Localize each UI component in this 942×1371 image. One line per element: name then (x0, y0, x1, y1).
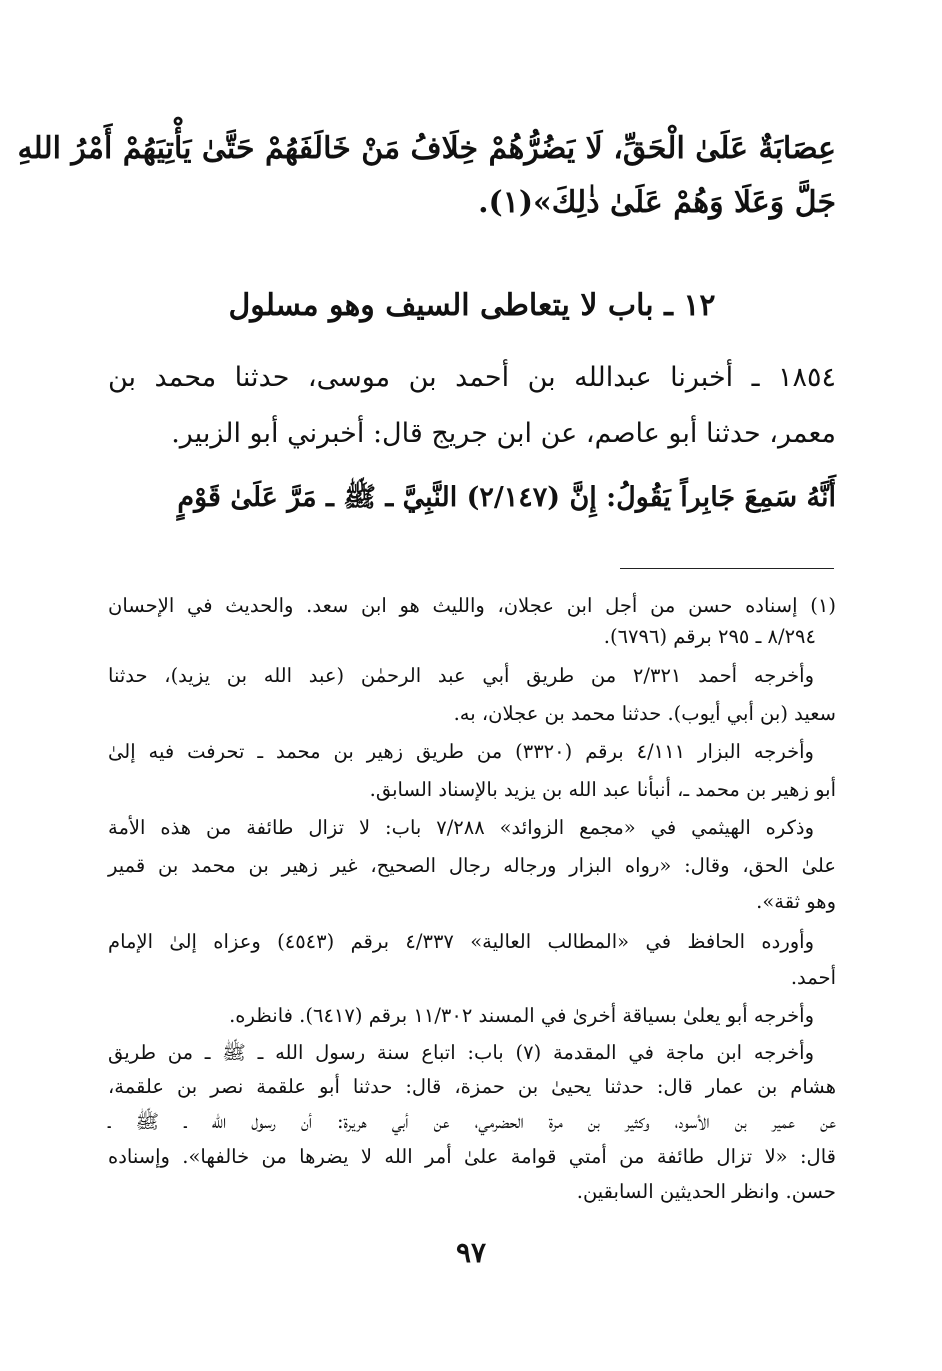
footnote-line: وأخرجه أبو يعلىٰ بسياقة أخرىٰ في المسند ١١/٣٠٢ برقم (٦٤١٧). فانظره. (229, 1004, 814, 1027)
hadith-1854-line-2: معمر، حدثنا أبو عاصم، عن ابن جريج قال: أخبرني أبو الزبير. (171, 418, 836, 449)
footnote-line: وهو ثقة». (756, 890, 836, 913)
footnote-line: وأورده الحافظ في «المطالب العالية» ٤/٣٣٧ برقم (٤٥٤٣) وعزاه إلىٰ الإمام (108, 930, 814, 953)
hadith-1854-line-3: أَنَّهُ سَمِعَ جَابِراً يَقُولُ: إِنَّ (٢/١٤٧) النَّبِيَّ ـ ﷺ ـ مَرَّ عَلَىٰ قَوْمٍ (177, 482, 836, 513)
footnote-line: عن عمير بن الأسود، وكثير بن مرة الحضرمي، عن أبي هريرة: أن رسول الله ـ ﷺ ـ (108, 1110, 836, 1133)
footnote-line: أحمد. (790, 966, 836, 989)
footnote-line: وأخرجه البزار ٤/١١١ برقم (٣٣٢٠) من طريق زهير بن محمد ـ تحرفت فيه إلىٰ (108, 740, 814, 763)
footnote-line: أبو زهير بن محمد ـ، أنبأنا عبد الله بن يزيد بالإسناد السابق. (369, 778, 836, 801)
footnote-line: علىٰ الحق، وقال: «رواه البزار ورجاله رجال الصحيح، غير زهير بن محمد بن قمير (108, 854, 836, 877)
footnote-line: وأخرجه ابن ماجة في المقدمة (٧) باب: اتباع سنة رسول الله ـ ﷺ ـ من طريق (108, 1041, 814, 1064)
footnote-line: وأخرجه أحمد ٢/٣٢١ من طريق أبي عبد الرحمٰن (عبد الله بن يزيد)، حدثنا (108, 664, 814, 687)
footnote-line: (١) إسناده حسن من أجل ابن عجلان، والليث هو ابن سعد. والحديث في الإحسان (108, 594, 836, 617)
footnote-line: قال: «لا تزال طائفة من أمتي قوامة علىٰ أمر الله لا يضرها من خالفها». وإسناده (108, 1145, 836, 1168)
hadith-1854-line-1: ١٨٥٤ ـ أخبرنا عبدالله بن أحمد بن موسى، حدثنا محمد بن (108, 362, 836, 393)
hadith-text-line-2: جَلَّ وَعَلَا وَهُمْ عَلَىٰ ذٰلِكَ»(١). (478, 185, 836, 220)
page-number: ٩٧ (455, 1236, 487, 1269)
footnote-line: حسن. وانظر الحديثين السابقين. (576, 1180, 836, 1203)
chapter-heading: ١٢ ـ باب لا يتعاطى السيف وهو مسلول (228, 288, 716, 323)
footnote-line: سعيد (بن أبي أيوب). حدثنا محمد بن عجلان، به. (453, 702, 836, 725)
hadith-text-line-1: عِصَابَةٌ عَلَىٰ الْحَقِّ، لَا يَضُرُّهُمْ خِلَافُ مَنْ خَالَفَهُمْ حَتَّىٰ يَأْتِيَهُمْ أَمْرُ اللهِ (17, 131, 836, 166)
footnote-separator (620, 568, 834, 569)
footnote-line: ٨/٢٩٤ ـ ٢٩٥ برقم (٦٧٩٦). (603, 625, 816, 648)
footnote-line: وذكره الهيثمي في «مجمع الزوائد» ٧/٢٨٨ باب: لا تزال طائفة من هذه الأمة (108, 816, 815, 839)
footnote-line: هشام بن عمار قال: حدثنا يحيىٰ بن حمزة، قال: حدثنا أبو علقمة نصر بن علقمة، (108, 1075, 836, 1098)
